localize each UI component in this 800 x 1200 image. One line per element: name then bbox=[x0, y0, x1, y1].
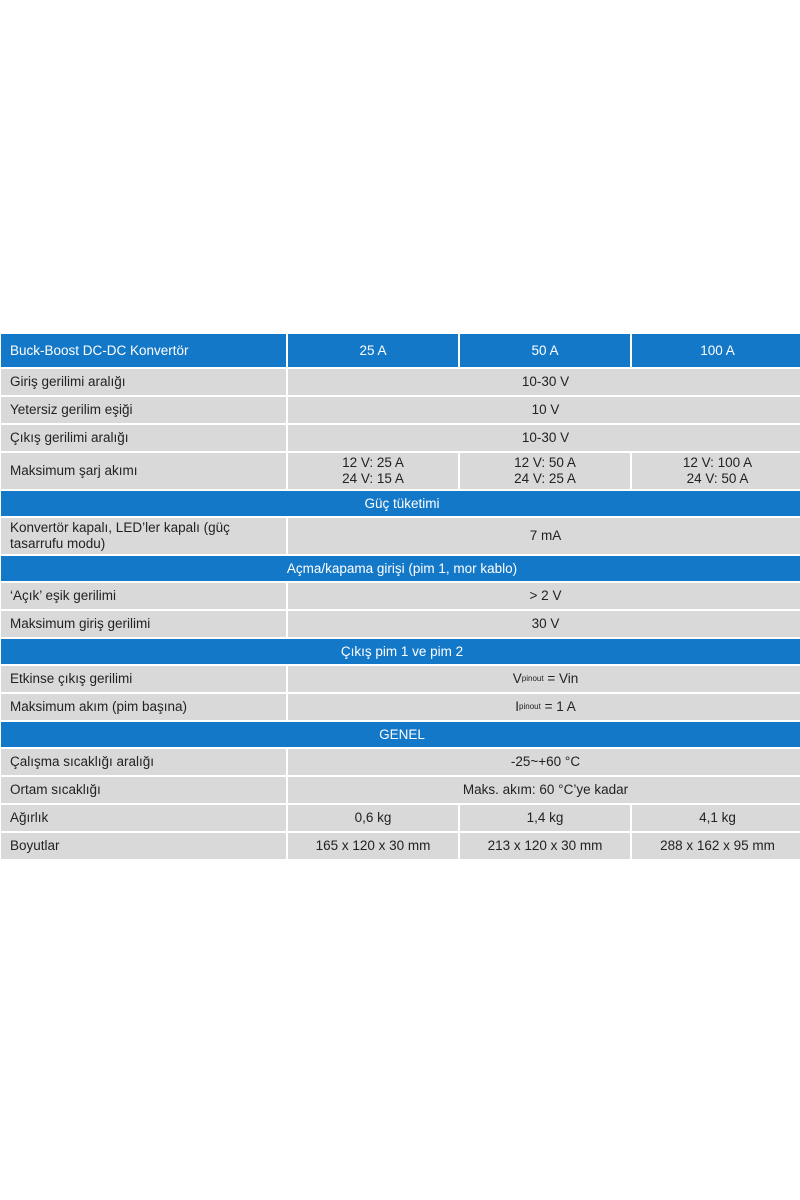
max-current-label: Maksimum akım (pim başına) bbox=[1, 694, 286, 720]
output-voltage-value bbox=[288, 666, 800, 692]
max-charge-50a bbox=[460, 453, 630, 489]
output-voltage-label: Etkinse çıkış gerilimi bbox=[1, 666, 286, 692]
voltage-rest: = Vin bbox=[543, 671, 579, 686]
weight-label: Ağırlık bbox=[1, 805, 286, 831]
undervoltage-label: Yetersiz gerilim eşiği bbox=[1, 397, 286, 423]
temp-label: Çalışma sıcaklığı aralığı bbox=[1, 749, 286, 775]
model-50a-header: 50 A bbox=[460, 334, 630, 367]
max-charge-25a-12v: 12 V: 25 A bbox=[342, 455, 404, 470]
input-range-label: Giriş gerilimi aralığı bbox=[1, 369, 286, 395]
weight-100a: 4,1 kg bbox=[632, 805, 800, 831]
model-25a-header: 25 A bbox=[288, 334, 458, 367]
table-title: Buck-Boost DC-DC Konvertör bbox=[1, 334, 286, 367]
max-charge-25a bbox=[288, 453, 458, 489]
max-input-label: Maksimum giriş gerilimi bbox=[1, 611, 286, 637]
max-input-value: 30 V bbox=[288, 611, 800, 637]
temp-value: -25~+60 °C bbox=[288, 749, 800, 775]
input-range-value: 10-30 V bbox=[288, 369, 800, 395]
max-current-value bbox=[288, 694, 800, 720]
section-onoff: Açma/kapama girişi (pim 1, mor kablo) bbox=[1, 556, 800, 581]
output-range-label: Çıkış gerilimi aralığı bbox=[1, 425, 286, 451]
ambient-value: Maks. akım: 60 °C’ye kadar bbox=[288, 777, 800, 803]
dims-100a: 288 x 162 x 95 mm bbox=[632, 833, 800, 859]
voltage-subscript: pinout bbox=[521, 674, 544, 683]
model-100a-header: 100 A bbox=[632, 334, 800, 367]
current-subscript: pinout bbox=[519, 702, 541, 711]
max-charge-100a-24v: 24 V: 50 A bbox=[686, 471, 749, 486]
dims-label: Boyutlar bbox=[1, 833, 286, 859]
ambient-label: Ortam sıcaklığı bbox=[1, 777, 286, 803]
current-rest: = 1 A bbox=[540, 699, 576, 714]
max-charge-100a-12v: 12 V: 100 A bbox=[682, 455, 753, 470]
power-off-value: 7 mA bbox=[288, 518, 800, 554]
power-off-label: Konvertör kapalı, LED’ler kapalı (güç tasarrufu modu) bbox=[1, 518, 286, 554]
output-range-value: 10-30 V bbox=[288, 425, 800, 451]
undervoltage-value: 10 V bbox=[288, 397, 800, 423]
max-charge-50a-12v: 12 V: 50 A bbox=[514, 455, 576, 470]
max-charge-100a bbox=[632, 453, 800, 489]
max-charge-label: Maksimum şarj akımı bbox=[1, 453, 286, 489]
dims-50a: 213 x 120 x 30 mm bbox=[460, 833, 630, 859]
section-general: GENEL bbox=[1, 722, 800, 747]
current-symbol: I bbox=[515, 699, 520, 714]
voltage-symbol: V bbox=[512, 671, 522, 686]
max-charge-25a-24v: 24 V: 15 A bbox=[342, 471, 404, 486]
max-charge-50a-24v: 24 V: 25 A bbox=[514, 471, 576, 486]
spec-table bbox=[1, 334, 799, 859]
section-power: Güç tüketimi bbox=[1, 491, 800, 516]
threshold-value: > 2 V bbox=[288, 583, 800, 609]
section-outputs: Çıkış pim 1 ve pim 2 bbox=[1, 639, 800, 664]
threshold-label: ‘Açık’ eşik gerilimi bbox=[1, 583, 286, 609]
weight-50a: 1,4 kg bbox=[460, 805, 630, 831]
dims-25a: 165 x 120 x 30 mm bbox=[288, 833, 458, 859]
weight-25a: 0,6 kg bbox=[288, 805, 458, 831]
